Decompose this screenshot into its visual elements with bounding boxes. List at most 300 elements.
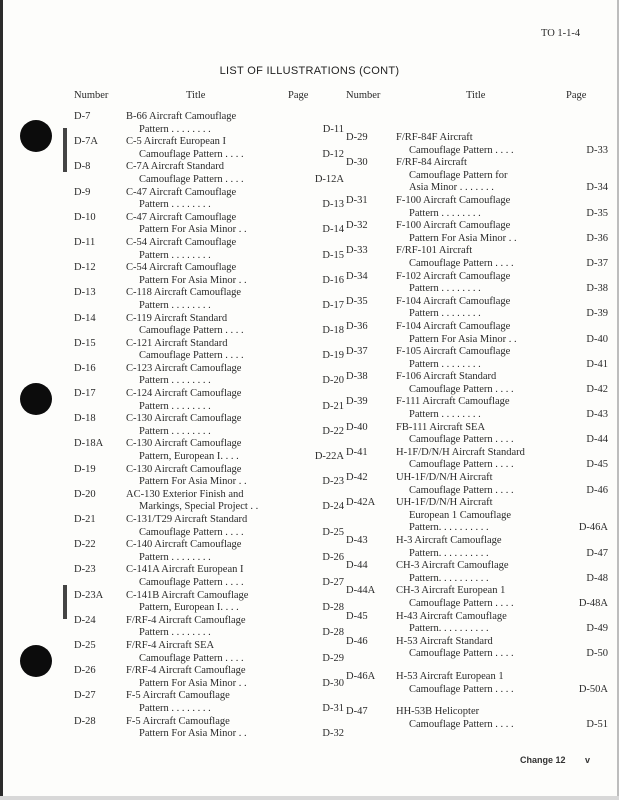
- figure-title: [126, 539, 344, 564]
- list-item: [346, 497, 608, 535]
- list-item: [74, 262, 344, 287]
- title-line: H-43 Aircraft Camouflage: [396, 610, 507, 622]
- list-item: [346, 245, 608, 270]
- title-line: F-106 Aircraft Standard: [396, 371, 497, 383]
- page-reference: D-44: [586, 434, 608, 446]
- list-item: [74, 187, 344, 212]
- title-line: Pattern . . . . . . . .: [139, 551, 211, 563]
- list-item: [346, 195, 608, 220]
- title-line: Camouflage Pattern . . . .: [139, 173, 244, 185]
- figure-number: D-21: [74, 514, 96, 525]
- title-line: Camouflage Pattern . . . .: [139, 652, 244, 664]
- page-reference: D-30: [322, 677, 344, 689]
- figure-title: [126, 187, 344, 212]
- title-line: C-7A Aircraft Standard: [126, 161, 224, 173]
- title-line: F/RF-84F Aircraft: [396, 132, 473, 143]
- page-reference: D-51: [586, 718, 608, 730]
- page-reference: D-12A: [314, 173, 344, 185]
- figure-title: [126, 262, 344, 287]
- figure-number: D-9: [74, 186, 91, 198]
- title-line: F-100 Aircraft Camouflage: [396, 194, 511, 206]
- title-line: Pattern . . . . . . . .: [409, 207, 481, 219]
- punch-hole-icon: [20, 383, 52, 415]
- page-reference: D-33: [586, 144, 608, 156]
- page-reference: D-50A: [578, 683, 608, 695]
- page-reference: D-28: [322, 602, 344, 614]
- figure-number: D-46: [346, 635, 368, 647]
- title-line: F-102 Aircraft Camouflage: [396, 270, 511, 282]
- figure-number: D-33: [346, 245, 368, 257]
- title-line: Pattern . . . . . . . .: [409, 358, 481, 370]
- page-reference: D-19: [322, 350, 344, 362]
- figure-title: [396, 132, 608, 157]
- title-line: H-53 Aircraft European 1: [396, 670, 504, 682]
- figure-number: D-23A: [74, 589, 104, 601]
- title-line: Asia Minor . . . . . . .: [409, 182, 494, 194]
- page-reference: D-22A: [314, 451, 344, 463]
- title-line: Pattern. . . . . . . . . .: [409, 547, 489, 559]
- figure-title: [396, 560, 608, 585]
- figure-title: [126, 111, 344, 136]
- title-line: Pattern For Asia Minor . .: [409, 232, 517, 244]
- figure-number: D-29: [346, 132, 368, 143]
- title-line: Pattern . . . . . . . .: [139, 400, 211, 412]
- list-item: [74, 212, 344, 237]
- page-reference: D-43: [586, 409, 608, 421]
- page-reference: D-46: [586, 484, 608, 496]
- figure-number: D-42A: [346, 497, 376, 509]
- list-item: [346, 396, 608, 421]
- page-reference: D-22: [322, 425, 344, 437]
- page-title: LIST OF ILLUSTRATIONS (CONT): [219, 65, 400, 77]
- title-line: Pattern . . . . . . . .: [139, 199, 211, 211]
- title-line: Pattern For Asia Minor . .: [139, 728, 247, 740]
- figure-title: [126, 237, 344, 262]
- page-reference: D-31: [322, 702, 344, 714]
- figure-number: D-30: [346, 157, 368, 169]
- title-line: Camouflage Pattern . . . .: [409, 459, 514, 471]
- change-bar: [63, 585, 67, 619]
- figure-title: [126, 388, 344, 413]
- figure-number: D-44A: [346, 585, 376, 597]
- figure-number: D-22: [74, 539, 96, 551]
- list-item: [74, 716, 344, 741]
- figure-number: D-44: [346, 560, 368, 572]
- page-reference: D-21: [322, 400, 344, 412]
- title-line: Camouflage Pattern . . . .: [139, 350, 244, 362]
- title-line: Pattern . . . . . . . .: [409, 409, 481, 421]
- list-item: [346, 296, 608, 321]
- title-line: Camouflage Pattern . . . .: [409, 144, 514, 156]
- list-item: [74, 237, 344, 262]
- list-item: [346, 706, 608, 731]
- list-item: [346, 585, 608, 610]
- page-edge-left: [0, 0, 3, 800]
- figure-number: D-47: [346, 706, 368, 718]
- figure-title: [396, 195, 608, 220]
- title-line: Camouflage Pattern for: [409, 169, 508, 181]
- list-item: [346, 346, 608, 371]
- title-line: Pattern For Asia Minor . .: [409, 333, 517, 345]
- page-reference: D-18: [322, 325, 344, 337]
- figure-title: [396, 157, 608, 195]
- illustrations-list-left: [74, 90, 344, 741]
- title-line: UH-1F/D/N/H Aircraft: [396, 472, 493, 484]
- header-page: Page: [566, 90, 587, 101]
- list-item: [346, 371, 608, 396]
- list-item: [74, 313, 344, 338]
- page-reference: D-42: [586, 383, 608, 395]
- title-line: Pattern . . . . . . . .: [139, 375, 211, 387]
- title-line: Camouflage Pattern . . . .: [409, 648, 514, 660]
- figure-number: D-28: [74, 715, 96, 727]
- header-title: Title: [186, 90, 206, 101]
- figure-number: D-43: [346, 535, 368, 546]
- figure-number: D-45: [346, 610, 368, 622]
- figure-title: [126, 514, 344, 539]
- title-line: B-66 Aircraft Camouflage: [126, 111, 237, 122]
- change-number: Change 12: [520, 755, 566, 765]
- title-line: C-141B Aircraft Camouflage: [126, 589, 249, 601]
- figure-number: D-37: [346, 346, 368, 358]
- title-line: Pattern . . . . . . . .: [139, 425, 211, 437]
- title-line: F-5 Aircraft Camouflage: [126, 690, 230, 702]
- title-line: Camouflage Pattern . . . .: [409, 683, 514, 695]
- figure-title: [126, 615, 344, 640]
- title-line: C-54 Aircraft Camouflage: [126, 262, 237, 274]
- list-item: [74, 438, 344, 463]
- figure-number: D-24: [74, 614, 96, 626]
- figure-title: [126, 564, 344, 589]
- list-item: [346, 560, 608, 585]
- page-reference: D-28: [322, 627, 344, 639]
- page-number: v: [585, 755, 591, 765]
- list-item: [74, 514, 344, 539]
- title-line: F-111 Aircraft Camouflage: [396, 396, 510, 408]
- page-reference: D-40: [586, 333, 608, 345]
- list-item: [74, 615, 344, 640]
- title-line: C-123 Aircraft Camouflage: [126, 362, 242, 374]
- title-line: FB-111 Aircraft SEA: [396, 421, 486, 433]
- page-reference: D-50: [586, 648, 608, 660]
- title-line: F/RF-84 Aircraft: [396, 157, 467, 169]
- figure-number: D-31: [346, 194, 368, 206]
- figure-title: [396, 447, 608, 472]
- figure-number: D-18: [74, 413, 96, 425]
- page-reference: D-24: [322, 501, 344, 513]
- figure-title: [396, 396, 608, 421]
- page-reference: D-49: [586, 623, 608, 635]
- page-reference: D-25: [322, 526, 344, 538]
- page-reference: D-39: [586, 308, 608, 320]
- title-line: Camouflage Pattern . . . .: [409, 597, 514, 609]
- title-line: F/RF-4 Aircraft Camouflage: [126, 665, 246, 677]
- title-line: F-105 Aircraft Camouflage: [396, 346, 511, 358]
- figure-title: [396, 671, 608, 696]
- list-item: [74, 161, 344, 186]
- title-line: Pattern . . . . . . . .: [139, 249, 211, 261]
- figure-number: D-7A: [74, 136, 98, 148]
- page-reference: D-14: [322, 224, 344, 236]
- figure-title: [396, 346, 608, 371]
- title-line: Camouflage Pattern . . . .: [409, 257, 514, 269]
- title-line: H-3 Aircraft Camouflage: [396, 535, 502, 546]
- page-reference: D-26: [322, 551, 344, 563]
- figure-title: [396, 321, 608, 346]
- title-line: Camouflage Pattern . . . .: [139, 576, 244, 588]
- list-item: [346, 535, 608, 560]
- title-line: C-47 Aircraft Camouflage: [126, 211, 237, 223]
- title-line: C-121 Aircraft Standard: [126, 337, 228, 349]
- figure-number: D-7: [74, 111, 91, 122]
- header-page: Page: [288, 90, 309, 101]
- title-line: European 1 Camouflage: [409, 509, 512, 521]
- page-reference: D-45: [586, 459, 608, 471]
- title-line: Camouflage Pattern . . . .: [139, 148, 244, 160]
- list-item: [346, 321, 608, 346]
- title-line: Pattern . . . . . . . .: [139, 702, 211, 714]
- title-line: C-130 Aircraft Camouflage: [126, 413, 242, 425]
- figure-title: [126, 590, 344, 615]
- title-line: Pattern, European I. . . .: [139, 602, 239, 614]
- title-line: C-47 Aircraft Camouflage: [126, 186, 237, 198]
- title-line: C-119 Aircraft Standard: [126, 312, 228, 324]
- title-line: Pattern, European I. . . .: [139, 451, 239, 463]
- list-item: [74, 338, 344, 363]
- page-reference: D-23: [322, 476, 344, 488]
- title-line: Pattern For Asia Minor . .: [139, 476, 247, 488]
- list-item: [346, 132, 608, 157]
- list-item: [74, 665, 344, 690]
- page-reference: D-17: [322, 299, 344, 311]
- title-line: Pattern For Asia Minor . .: [139, 677, 247, 689]
- list-item: [346, 157, 608, 195]
- figure-title: [396, 422, 608, 447]
- document-id: TO 1-1-4: [541, 28, 581, 39]
- title-line: Camouflage Pattern . . . .: [139, 325, 244, 337]
- list-item: [346, 636, 608, 661]
- punch-hole-icon: [20, 120, 52, 152]
- title-line: F/RF-4 Aircraft SEA: [126, 639, 215, 651]
- list-item: [74, 136, 344, 161]
- figure-number: D-32: [346, 220, 368, 232]
- column-header: [346, 90, 608, 110]
- list-item: [346, 611, 608, 636]
- title-line: F-5 Aircraft Camouflage: [126, 715, 230, 727]
- list-item: [74, 287, 344, 312]
- figure-title: [126, 640, 344, 665]
- list-item: [74, 539, 344, 564]
- title-line: C-124 Aircraft Camouflage: [126, 388, 242, 400]
- punch-hole-icon: [20, 645, 52, 677]
- figure-title: [126, 690, 344, 715]
- figure-number: D-8: [74, 161, 91, 173]
- figure-number: D-27: [74, 690, 96, 702]
- figure-number: D-13: [74, 287, 96, 299]
- figure-title: [396, 220, 608, 245]
- title-line: Pattern. . . . . . . . . .: [409, 623, 489, 635]
- page-reference: D-29: [322, 652, 344, 664]
- list-item: [346, 220, 608, 245]
- figure-number: D-23: [74, 564, 96, 576]
- figure-number: D-39: [346, 396, 368, 408]
- page-reference: D-36: [586, 232, 608, 244]
- title-line: Pattern For Asia Minor . .: [139, 274, 247, 286]
- illustrations-list-right: [346, 90, 608, 731]
- figure-number: D-10: [74, 211, 96, 223]
- page-edge-bottom: [0, 796, 619, 800]
- title-line: C-5 Aircraft European I: [126, 136, 227, 148]
- list-item: [346, 671, 608, 696]
- list-item: [346, 472, 608, 497]
- figure-title: [126, 464, 344, 489]
- header-number: Number: [74, 90, 109, 101]
- figure-number: D-11: [74, 236, 96, 248]
- list-item: [74, 590, 344, 615]
- figure-title: [126, 363, 344, 388]
- figure-number: D-19: [74, 463, 96, 475]
- figure-title: [126, 338, 344, 363]
- title-line: Camouflage Pattern . . . .: [409, 383, 514, 395]
- page-reference: D-38: [586, 283, 608, 295]
- title-line: CH-3 Aircraft European 1: [396, 585, 506, 597]
- title-line: Camouflage Pattern . . . .: [409, 484, 514, 496]
- title-line: H-53 Aircraft Standard: [396, 635, 493, 647]
- figure-title: [396, 245, 608, 270]
- title-line: Pattern . . . . . . . .: [139, 123, 211, 135]
- figure-title: [126, 161, 344, 186]
- page-reference: D-16: [322, 274, 344, 286]
- page-reference: D-41: [586, 358, 608, 370]
- figure-number: D-41: [346, 446, 368, 458]
- title-line: Markings, Special Project . .: [139, 501, 259, 513]
- figure-title: [126, 313, 344, 338]
- figure-number: D-36: [346, 320, 368, 332]
- title-line: Pattern . . . . . . . .: [139, 299, 211, 311]
- title-line: HH-53B Helicopter: [396, 706, 480, 718]
- title-line: F-104 Aircraft Camouflage: [396, 295, 511, 307]
- title-line: Pattern. . . . . . . . . .: [409, 572, 489, 584]
- figure-title: [396, 611, 608, 636]
- figure-number: D-38: [346, 371, 368, 383]
- figure-number: D-17: [74, 388, 96, 400]
- title-line: Camouflage Pattern . . . .: [409, 718, 514, 730]
- title-line: Pattern . . . . . . . .: [409, 308, 481, 320]
- figure-title: [126, 287, 344, 312]
- figure-title: [396, 371, 608, 396]
- column-header: [74, 90, 344, 110]
- title-line: Camouflage Pattern . . . .: [409, 434, 514, 446]
- list-item: [74, 489, 344, 514]
- title-line: Pattern . . . . . . . .: [139, 627, 211, 639]
- title-line: C-131/T29 Aircraft Standard: [126, 514, 248, 525]
- figure-title: [396, 535, 608, 560]
- figure-title: [126, 489, 344, 514]
- page-reference: D-48: [586, 572, 608, 584]
- figure-title: [126, 136, 344, 161]
- list-item: [74, 464, 344, 489]
- header-title: Title: [466, 90, 486, 101]
- figure-title: [126, 212, 344, 237]
- figure-title: [126, 716, 344, 741]
- page-reference: D-46A: [578, 522, 608, 534]
- figure-number: D-25: [74, 639, 96, 651]
- title-line: Pattern . . . . . . . .: [409, 283, 481, 295]
- figure-title: [396, 296, 608, 321]
- figure-title: [126, 438, 344, 463]
- change-bar: [63, 128, 67, 172]
- list-item: [346, 422, 608, 447]
- page-reference: D-34: [586, 182, 608, 194]
- page-reference: D-27: [322, 576, 344, 588]
- header-number: Number: [346, 90, 381, 101]
- figure-number: D-40: [346, 421, 368, 433]
- title-line: C-130 Aircraft Camouflage: [126, 463, 242, 475]
- figure-title: [126, 665, 344, 690]
- title-line: Pattern. . . . . . . . . .: [409, 522, 489, 534]
- figure-number: D-42: [346, 472, 368, 484]
- page-reference: D-35: [586, 207, 608, 219]
- page-reference: D-37: [586, 257, 608, 269]
- page-reference: D-48A: [578, 597, 608, 609]
- list-item: [346, 271, 608, 296]
- figure-number: D-35: [346, 295, 368, 307]
- page-reference: D-20: [322, 375, 344, 387]
- figure-title: [396, 271, 608, 296]
- title-line: Pattern For Asia Minor . .: [139, 224, 247, 236]
- list-item: [74, 388, 344, 413]
- figure-number: D-34: [346, 270, 368, 282]
- title-line: F/RF-101 Aircraft: [396, 245, 473, 257]
- figure-number: D-12: [74, 262, 96, 274]
- title-line: C-54 Aircraft Camouflage: [126, 236, 237, 248]
- title-line: Camouflage Pattern . . . .: [139, 526, 244, 538]
- figure-number: D-20: [74, 488, 96, 500]
- title-line: AC-130 Exterior Finish and: [126, 488, 244, 500]
- page-reference: D-13: [322, 199, 344, 211]
- list-item: [346, 447, 608, 472]
- page-reference: D-15: [322, 249, 344, 261]
- title-line: C-140 Aircraft Camouflage: [126, 539, 242, 551]
- title-line: C-141A Aircraft European I: [126, 564, 244, 576]
- figure-number: D-14: [74, 312, 96, 324]
- title-line: F-104 Aircraft Camouflage: [396, 320, 511, 332]
- list-item: [74, 640, 344, 665]
- figure-title: [396, 497, 608, 535]
- figure-title: [396, 636, 608, 661]
- list-item: [74, 413, 344, 438]
- title-line: CH-3 Aircraft Camouflage: [396, 560, 509, 572]
- list-item: [74, 564, 344, 589]
- title-line: F-100 Aircraft Camouflage: [396, 220, 511, 232]
- page-reference: D-12: [322, 148, 344, 160]
- figure-title: [126, 413, 344, 438]
- list-item: [74, 111, 344, 136]
- title-line: C-130 Aircraft Camouflage: [126, 438, 242, 450]
- list-item: [74, 363, 344, 388]
- title-line: H-1F/D/N/H Aircraft Standard: [396, 446, 525, 458]
- title-line: F/RF-4 Aircraft Camouflage: [126, 614, 246, 626]
- list-item: [74, 690, 344, 715]
- title-line: C-118 Aircraft Camouflage: [126, 287, 242, 299]
- page-reference: D-11: [322, 123, 344, 135]
- figure-title: [396, 472, 608, 497]
- page-reference: D-47: [586, 547, 608, 559]
- figure-number: D-16: [74, 362, 96, 374]
- page-reference: D-32: [322, 728, 344, 740]
- figure-title: [396, 706, 608, 731]
- figure-number: D-18A: [74, 438, 104, 450]
